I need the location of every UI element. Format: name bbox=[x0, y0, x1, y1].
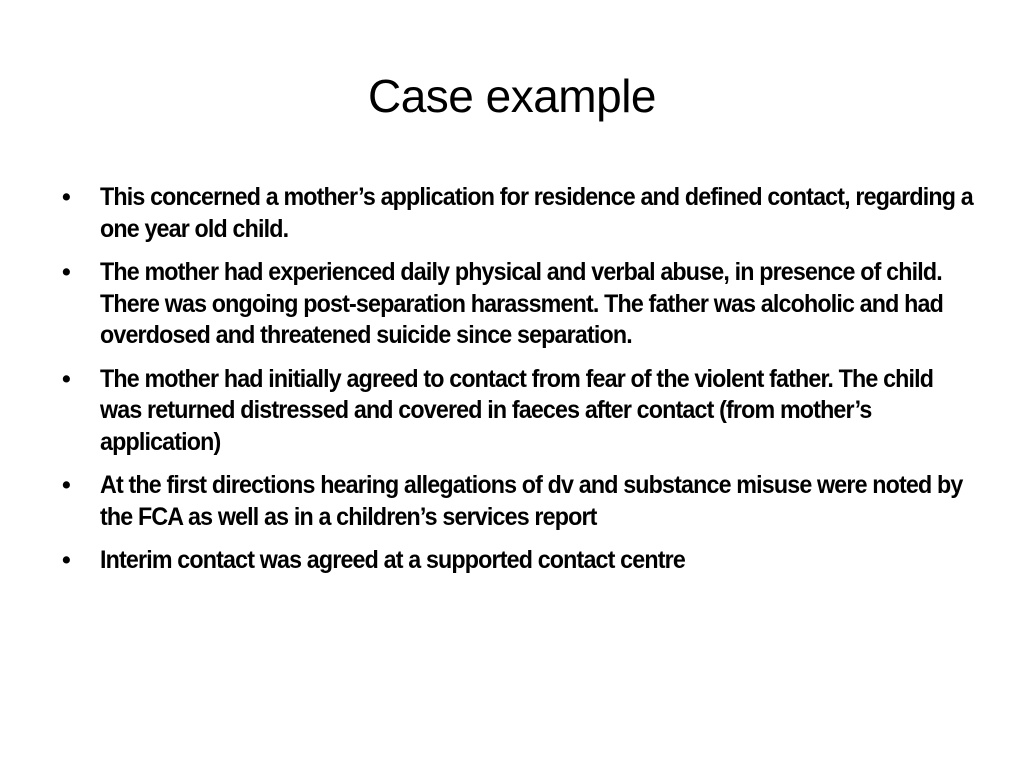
bullet-text: The mother had experienced daily physical and verbal abuse, in presence of child. There was ongoing post-separation harassment. The father was alcoholic and had overdosed and threatened suicide since separation. bbox=[100, 258, 943, 349]
slide-title: Case example bbox=[367, 70, 657, 122]
bullet-item bbox=[60, 545, 980, 577]
bullet-icon: • bbox=[62, 546, 70, 574]
bullet-item bbox=[60, 364, 980, 459]
bullet-icon: • bbox=[62, 471, 70, 499]
bullet-icon: • bbox=[62, 183, 70, 211]
bullet-item bbox=[60, 182, 980, 245]
bullet-text: At the first directions hearing allegations of dv and substance misuse were noted by the FCA as well as in a children’s services report bbox=[100, 471, 963, 531]
bullet-icon: • bbox=[62, 364, 70, 393]
bullet-icon: • bbox=[62, 258, 70, 286]
bullet-item bbox=[60, 470, 980, 533]
bullet-text: The mother had initially agreed to contact from fear of the violent father. The child was returned distressed and covered in faeces after contact (from mother’s application) bbox=[100, 364, 934, 456]
bullet-item bbox=[60, 257, 980, 352]
bullet-list bbox=[60, 182, 980, 589]
bullet-text: Interim contact was agreed at a supported contact centre bbox=[100, 546, 685, 574]
bullet-text: This concerned a mother’s application for residence and defined contact, regarding a one year old child. bbox=[100, 183, 973, 243]
